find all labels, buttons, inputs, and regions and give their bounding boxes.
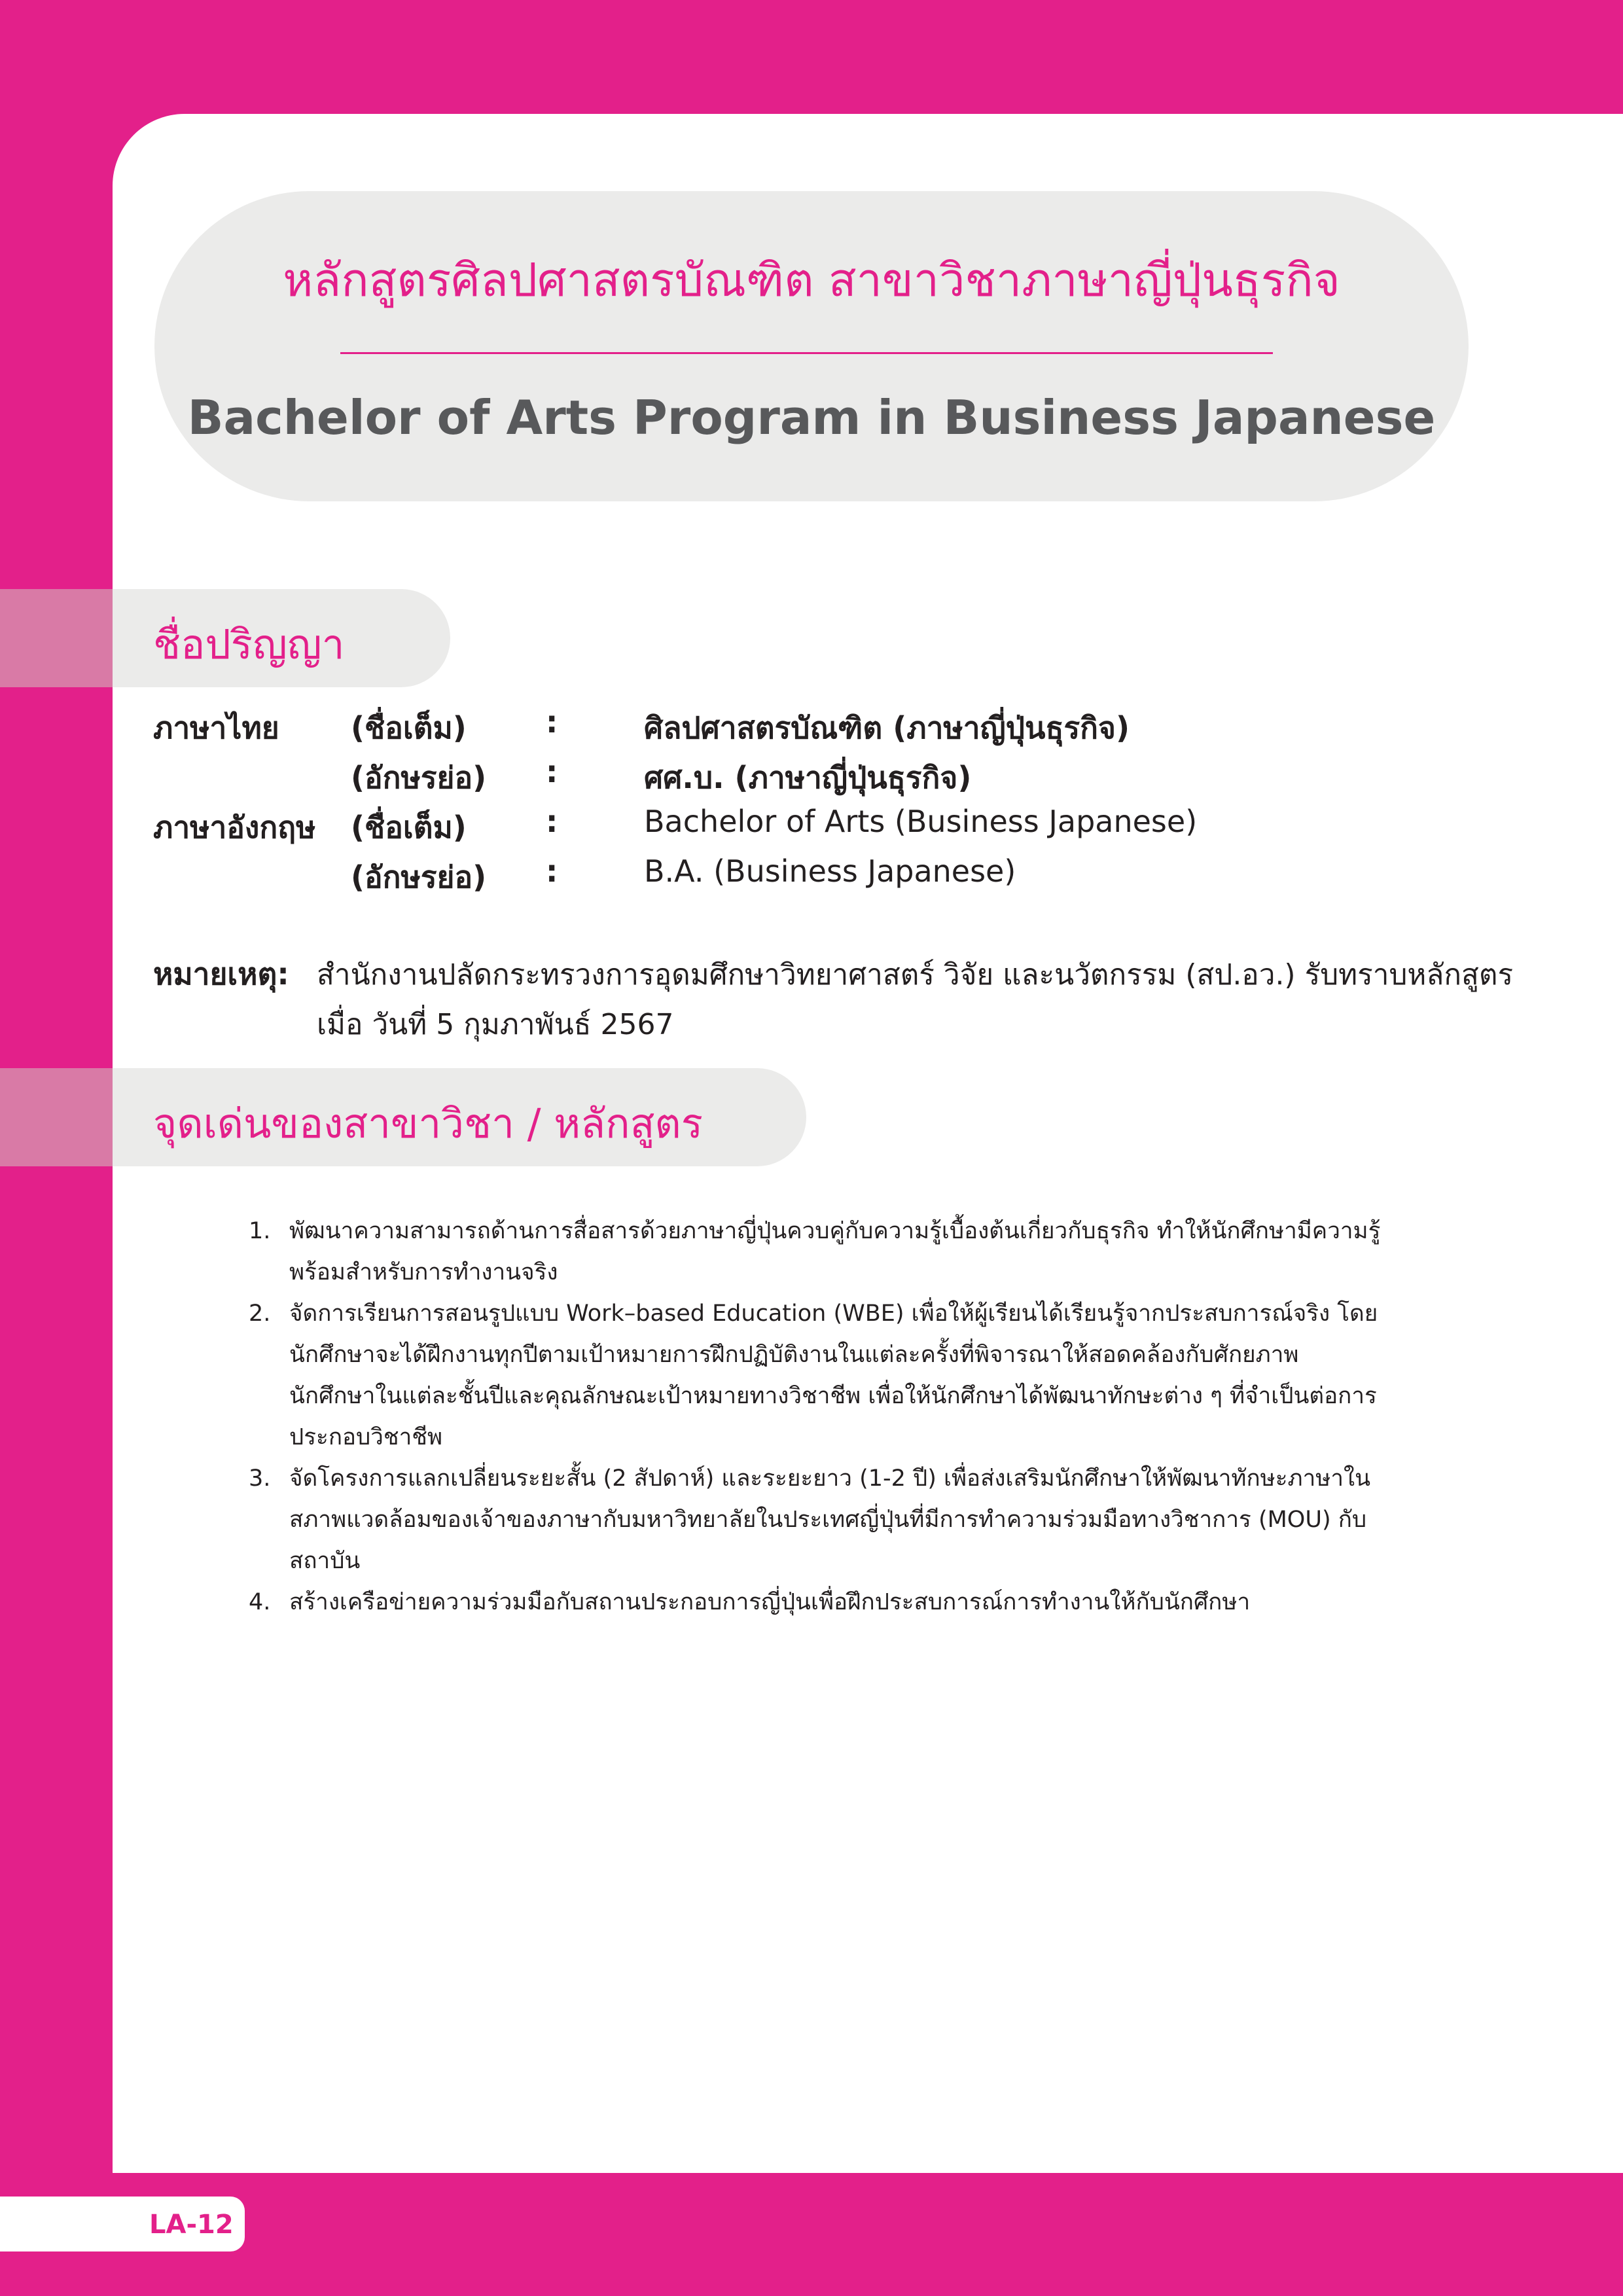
list-item-number: 4. <box>249 1589 271 1615</box>
degree-separator: : <box>546 804 558 839</box>
section-heading-degree: ชื่อปริญญา <box>153 620 345 668</box>
program-title-english: Bachelor of Arts Program in Business Japanese <box>187 390 1436 445</box>
note-label: หมายเหตุ: <box>153 956 289 992</box>
list-item-text: จัดการเรียนการสอนรูปแบบ Work–based Education (WBE) เพื่อให้ผู้เรียนได้เรียนรู้จากประสบการณ์จริง โดยนักศึกษาจะได้ฝึกงานทุกปีตามเป้าหมายการฝึกปฏิบัติงานในแต่ละครั้งที่พิจารณาให้สอดคล้องกับศักยภาพนักศึกษาในแต่ละชั้นปีและคุณลักษณะเป้าหมายทางวิชาชีพ เพื่อให้นักศึกษาได้พัฒนาทักษะต่าง ๆ ที่จำเป็นต่อการประกอบวิชาชีพ <box>289 1300 1378 1450</box>
program-title-thai: หลักสูตรศิลปศาสตรบัณฑิต สาขาวิชาภาษาญี่ปุ่นธุรกิจ <box>283 253 1340 307</box>
degree-value: ศศ.บ. (ภาษาญี่ปุ่นธุรกิจ) <box>644 760 972 795</box>
degree-value: B.A. (Business Japanese) <box>644 853 1016 889</box>
degree-kind: (อักษรย่อ) <box>351 760 487 795</box>
degree-lang: ภาษาอังกฤษ <box>153 810 316 845</box>
degree-kind: (ชื่อเต็ม) <box>351 710 467 745</box>
degree-kind: (ชื่อเต็ม) <box>351 810 467 845</box>
section-tab-accent <box>0 589 113 687</box>
title-banner <box>154 191 1469 501</box>
degree-value: Bachelor of Arts (Business Japanese) <box>644 804 1198 839</box>
degree-separator: : <box>546 754 558 789</box>
section-heading-highlights: จุดเด่นของสาขาวิชา / หลักสูตร <box>153 1100 703 1147</box>
title-divider <box>340 352 1273 354</box>
degree-value: ศิลปศาสตรบัณฑิต (ภาษาญี่ปุ่นธุรกิจ) <box>644 710 1130 745</box>
note-text: สำนักงานปลัดกระทรวงการอุดมศึกษาวิทยาศาสตร์ วิจัย และนวัตกรรม (สป.อว.) รับทราบหลักสูตรเมื่อ วันที่ 5 กุมภาพันธ์ 2567 <box>317 958 1514 1041</box>
list-item-number: 1. <box>249 1218 271 1244</box>
degree-separator: : <box>546 704 558 740</box>
degree-kind: (อักษรย่อ) <box>351 859 487 895</box>
list-item <box>249 1458 1381 1582</box>
list-item-text: จัดโครงการแลกเปลี่ยนระยะสั้น (2 สัปดาห์) และระยะยาว (1-2 ปี) เพื่อส่งเสริมนักศึกษาให้พัฒนาทักษะภาษาในสภาพแวดล้อมของเจ้าของภาษากับมหาวิทยาลัยในประเทศญี่ปุ่นที่มีการทำความร่วมมือทางวิชาการ (MOU) กับสถาบัน <box>289 1465 1370 1574</box>
list-item-number: 2. <box>249 1300 271 1327</box>
list-item-number: 3. <box>249 1465 271 1492</box>
section-tab-accent <box>0 1068 113 1166</box>
list-item <box>249 1582 1381 1623</box>
list-item <box>249 1293 1381 1458</box>
list-item-text: สร้างเครือข่ายความร่วมมือกับสถานประกอบการญี่ปุ่นเพื่อฝึกประสบการณ์การทำงานให้กับนักศึกษา <box>289 1589 1251 1615</box>
degree-separator: : <box>546 853 558 889</box>
highlights-list <box>249 1211 1381 1623</box>
degree-lang: ภาษาไทย <box>153 710 279 745</box>
list-item <box>249 1211 1381 1293</box>
list-item-text: พัฒนาความสามารถด้านการสื่อสารด้วยภาษาญี่ปุ่นควบคู่กับความรู้เบื้องต้นเกี่ยวกับธุรกิจ ทำให้นักศึกษามีความรู้พร้อมสำหรับการทำงานจริง <box>289 1218 1381 1285</box>
page-number: LA-12 <box>149 2210 234 2240</box>
